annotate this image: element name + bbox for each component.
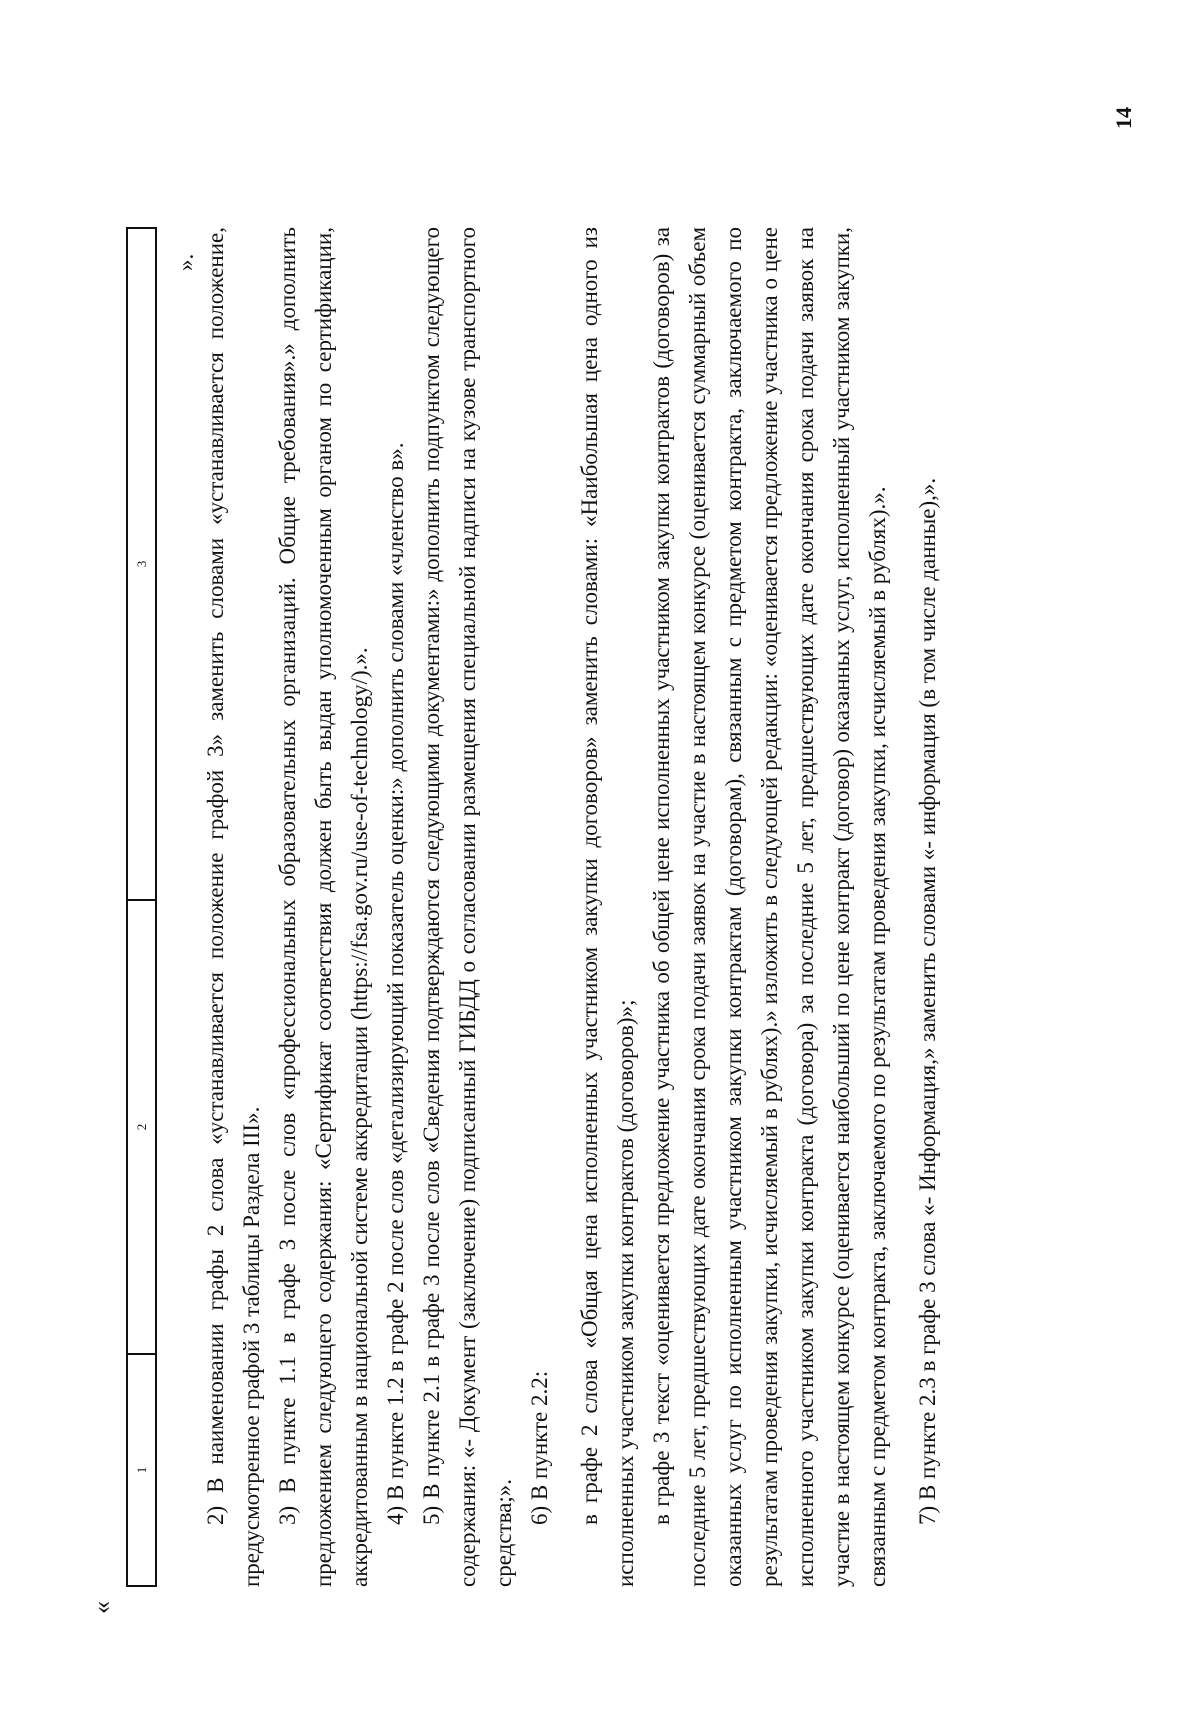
amendment-text: В пункте 2.2: (527, 1370, 552, 1501)
amendment-number: 3) (275, 1505, 300, 1525)
closing-quote-mark: ». (173, 253, 198, 271)
amendment-text: В пункте 1.2 в графе 2 после слов «детализирующий показатель оценки:» дополнить словами «членство в». (383, 442, 408, 1501)
amendment-text: В наименовании графы 2 слова «устанавливается положение графой 3» заменить словами «устанавливается положение, предусмотренное графой 3 таблицы Раздела III». (203, 227, 264, 1587)
table-header-row (126, 227, 157, 1587)
amendment-3 (270, 227, 378, 1587)
amendment-text: в графе 2 слова «Общая цена исполненных участником закупки договоров» заменить словами: «Наибольшая цена одного из исполненных участником закупки контрактов (договоров)»; (577, 227, 638, 1587)
amendment-6-column-2 (572, 227, 644, 1587)
amendment-text: в графе 3 текст «оценивается предложение участника об общей цене исполненных участником закупки контрактов (договоров) за последние 5 лет, предшествующих дате окончания срока подачи заявок на участие в настоящем конкурсе (оценивается суммарный объем оказанных услуг по исполненным участником закупки контрактам (договорам), связанным с предметом контракта, заключаемого по результатам проведения закупки, исчисляемый в рублях).» изложить в следующей редакции: «оценивается предложение участника о цене исполненного участником закупки контракта (договора) за последние 5 лет, предшествующих дате окончания срока подачи заявок на участие в настоящем конкурсе (оценивается наибольший по цене контракт (договор) оказанных услуг, исполненный участником закупки, связанным с предметом контракта, заключаемого по результатам проведения закупки, исчисляемый в рублях).». (649, 227, 890, 1587)
amendment-text: В пункте 2.1 в графе 3 после слов «Сведения подтверждаются следующими документами:» дополнить подпунктом следующего содержания: «- Документ (заключение) подписанный ГИБДД о согласовании размещения специальной надписи на кузове транспортного средства;». (419, 227, 516, 1587)
amendments-body (198, 227, 946, 1587)
amendment-number: 7) (915, 1505, 940, 1525)
page-number: 14 (1111, 107, 1136, 129)
opening-quote-mark: « (87, 1601, 116, 1614)
amendment-6-column-3 (644, 227, 896, 1587)
amendment-number: 5) (419, 1505, 444, 1525)
amendment-7 (910, 227, 946, 1587)
amendment-text: В пункте 1.1 в графе 3 после слов «профессиональных образовательных организаций. Общие требования».» дополнить предложением следующего содержания: «Сертификат соответствия должен быть выдан уполномоченным органом по сертификации, аккредитованным в национальной системе аккредитации (https://fsa.gov.ru/use-of-technology/).». (275, 227, 372, 1587)
amendment-2 (198, 227, 270, 1587)
amendment-number: 2) (203, 1505, 228, 1525)
amendment-6 (522, 227, 558, 1587)
amendment-4 (378, 227, 414, 1587)
amendment-number: 4) (383, 1505, 408, 1525)
table-column-2-header: 2 (128, 899, 155, 1353)
amendment-number: 6) (527, 1505, 552, 1525)
table-column-1-header: 1 (128, 1353, 155, 1585)
amendment-text: В пункте 2.3 в графе 3 слова «- Информация,» заменить словами «- информация (в том числе данные),». (915, 477, 940, 1501)
amendment-5 (414, 227, 522, 1587)
table-column-3-header: 3 (133, 560, 149, 568)
